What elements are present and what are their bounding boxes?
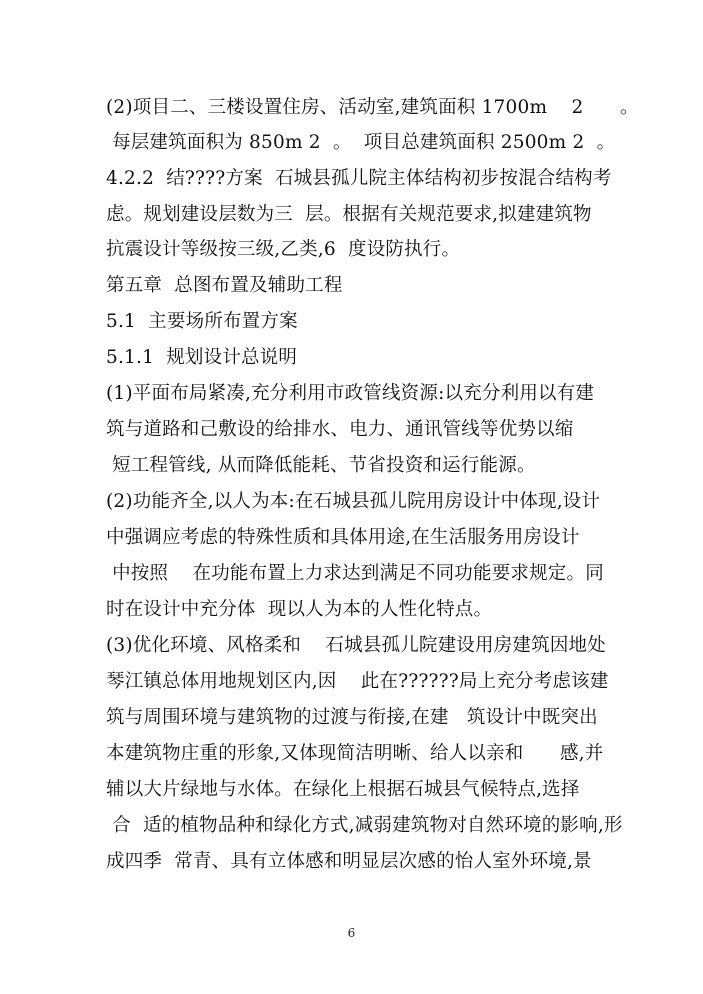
text-line-2: 每层建筑面积为 850m 2 。 项目总建筑面积 2500m 2 。	[106, 132, 616, 153]
text-line-4: 虑。规划建设层数为三 层。根据有关规范要求,拟建建筑物	[106, 204, 592, 225]
text-line-21: 合 适的植物品种和绿化方式,减弱建筑物对自然环境的影响,形	[106, 815, 623, 836]
text-line-15: 时在设计中充分体 现以人为本的人性化特点。	[106, 599, 493, 620]
text-line-20: 辅以大片绿地与水体。在绿化上根据石城县气候特点,选择	[106, 779, 580, 800]
text-line-14: 中按照 在功能布置上力求达到满足不同功能要求规定。同	[106, 563, 604, 584]
page-number: 6	[347, 926, 356, 940]
text-line-22: 成四季 常青、具有立体感和明显层次感的怡人室外环境,景	[106, 851, 592, 872]
subsection-heading: 5.1.1 规划设计总说明	[106, 347, 298, 368]
text-line-11: 短工程管线, 从而降低能耗、节省投资和运行能源。	[106, 455, 536, 476]
text-line-3: 4.2.2 结????方案 石城县孤儿院主体结构初步按混合结构考	[106, 168, 612, 189]
text-line-16: (3)优化环境、风格柔和 石城县孤儿院建设用房建筑因地处	[106, 635, 606, 656]
text-line-13: 中强调应考虑的特殊性质和具体用途,在生活服务用房设计	[106, 527, 580, 548]
text-line-17: 琴江镇总体用地规划区内,因 此在??????局上充分考虑该建	[106, 671, 609, 692]
text-line-18: 筑与周围环境与建筑物的过渡与衔接,在建 筑设计中既突出	[106, 707, 598, 728]
chapter-heading: 第五章 总图布置及辅助工程	[106, 275, 343, 296]
text-line-19: 本建筑物庄重的形象,又体现简洁明晰、给人以亲和 感,并	[106, 743, 604, 764]
section-heading: 5.1 主要场所布置方案	[106, 311, 298, 332]
text-line-9: (1)平面布局紧凑,充分利用市政管线资源:以充分利用以有建	[106, 383, 595, 404]
text-line-10: 筑与道路和己敷设的给排水、电力、通讯管线等优势以缩	[106, 419, 574, 440]
text-line-5: 抗震设计等级按三级,乙类,6 度设防执行。	[106, 239, 461, 260]
text-line-1: (2)项目二、三楼设置住房、活动室,建筑面积 1700m 2 。	[106, 97, 639, 118]
text-line-12: (2)功能齐全,以人为本:在石城县孤儿院用房设计中体现,设计	[106, 491, 601, 512]
